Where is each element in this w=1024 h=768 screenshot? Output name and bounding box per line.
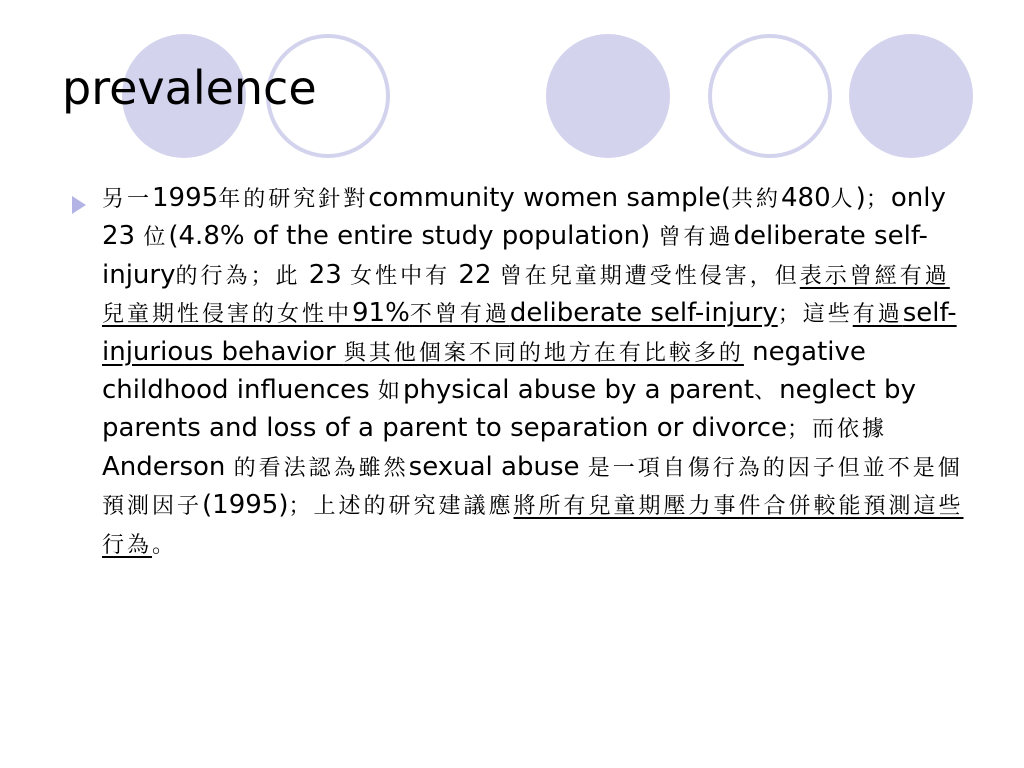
text-run: (1995)	[202, 490, 289, 521]
slide-body-paragraph	[102, 180, 970, 564]
text-run: 1995	[152, 183, 219, 213]
underlined-text-run: 有過	[852, 302, 903, 328]
underlined-text-run: deliberate self-injury	[509, 298, 778, 329]
text-run: ；這些	[777, 302, 853, 328]
underlined-text-run: 91%	[352, 298, 410, 329]
text-run: deliberate self-injury	[102, 221, 928, 290]
text-run: )	[855, 183, 866, 213]
text-run: 女性中有	[350, 263, 451, 289]
text-run: ；上述的研究建議應	[288, 494, 514, 520]
bullet-arrow-icon	[72, 196, 86, 214]
text-run: physical abuse by a parent	[402, 375, 755, 406]
text-run: 另一	[102, 187, 153, 212]
text-run: 人	[830, 187, 856, 212]
text-run: ；而依據	[787, 417, 888, 443]
text-run: ；	[865, 187, 891, 212]
text-run: community women sample(	[368, 183, 731, 213]
text-run: 曾有過	[658, 225, 734, 251]
deco-circle-filled	[849, 34, 973, 158]
text-run: neglect by parents and loss of a parent to separation or divorce	[102, 375, 916, 444]
text-run: 480	[781, 183, 831, 213]
underlined-text-run: 將所有兒童期壓力事件合併較能預測這些行為	[102, 494, 964, 558]
text-run: negative childhood influences	[102, 336, 866, 406]
underlined-text-run: 表示曾經有過兒童期性侵害的女性中	[102, 263, 950, 328]
text-run: 23	[300, 259, 351, 290]
text-run: 年的研究針對	[218, 187, 369, 212]
underlined-text-run: self-injurious behavior	[102, 298, 957, 367]
text-run: 是一項自傷行為的因子但並不是個預測因子	[102, 455, 963, 520]
text-run: 22	[450, 259, 500, 290]
text-run: only 23	[102, 183, 946, 252]
text-run: sexual abuse	[408, 451, 588, 482]
underlined-text-run: 不曾有過	[409, 302, 510, 328]
text-run: 位	[143, 225, 169, 251]
slide-title: prevalence	[62, 61, 317, 115]
text-run: (4.8% of the entire study population)	[168, 221, 659, 252]
text-run: 曾在兒童期遭受性侵害，但	[499, 263, 800, 289]
text-run: 共約	[731, 187, 782, 212]
text-run: 、	[754, 379, 780, 405]
text-run: 的行為；此	[175, 263, 301, 289]
underlined-text-run: 與其他個案不同的地方在有比較多的	[343, 340, 744, 366]
text-run: 的看法認為雖然	[233, 455, 409, 481]
text-run: Anderson	[102, 451, 234, 482]
text-run: 如	[377, 379, 403, 405]
deco-circle-filled	[546, 34, 670, 158]
text-run: 。	[152, 532, 178, 558]
deco-circle-outline	[710, 36, 830, 156]
